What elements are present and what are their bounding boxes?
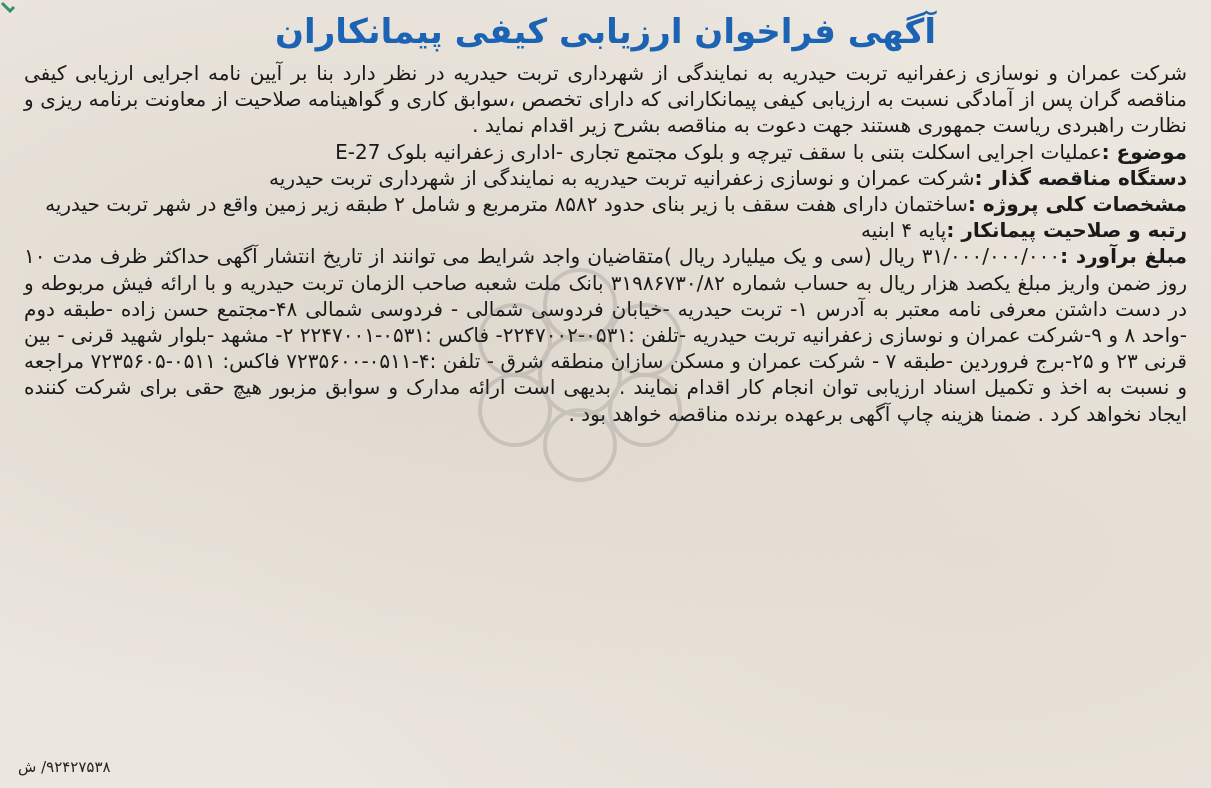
contractor-grade-label: رتبه و صلاحیت پیمانکار : [946, 218, 1187, 243]
project-specs-text: ساختمان دارای هفت سقف با زیر بنای حدود ۸۵۸۲ مترمربع و شامل ۲ طبقه زیر زمین واقع در شهر تربت حیدریه [45, 192, 968, 217]
corner-decoration [0, 0, 40, 14]
ad-title: آگهی فراخوان ارزیابی کیفی پیمانکاران [275, 12, 936, 52]
tender-body-text: شرکت عمران و نوسازی زعفرانیه تربت حیدریه به نمایندگی از شهرداری تربت حیدریه [269, 165, 975, 190]
intro-paragraph: شرکت عمران و نوسازی زعفرانیه تربت حیدریه به نمایندگی از شهرداری تربت حیدریه در نظر دارد بنا بر آیین نامه اجرایی ارزیابی کیفی مناقصه گران پس از آمادگی نسبت به ارزیابی کیفی پیمانکارانی که دارای تخصص ،سوابق کاری و گواهینامه صلاحیت از معاونت برنامه ریزی و نظارت راهبردی ریاست جمهوری هستند جهت دعوت به مناقصه بشرح زیر اقدام نماید . [24, 61, 1187, 138]
project-specs-label: مشخصات کلی پروژه : [967, 192, 1187, 217]
tender-body-label: دستگاه مناقصه گذار : [974, 165, 1187, 190]
project-specs-line [24, 191, 1187, 217]
subject-line [24, 139, 1187, 165]
ad-code: ۹۲۴۲۷۵۳۸/ ش [18, 758, 111, 776]
subject-text: عملیات اجرایی اسکلت بتنی با سقف تیرچه و بلوک مجتمع تجاری -اداری زعفرانیه بلوک E-27 [335, 139, 1102, 164]
contractor-grade-line [24, 217, 1187, 243]
ad-body [24, 60, 1187, 427]
tender-body-line [24, 165, 1187, 191]
estimate-label: مبلغ برآورد : [1060, 244, 1187, 269]
contractor-grade-text: پایه ۴ ابنیه [861, 218, 947, 243]
subject-label: موضوع : [1101, 139, 1187, 164]
estimate-paragraph [24, 243, 1187, 426]
estimate-text: ۳۱/۰۰۰/۰۰۰/۰۰۰ ریال (سی و یک میلیارد ریال )متقاضیان واجد شرایط می توانند از تاریخ انتشار آگهی حداکثر ظرف مدت ۱۰ روز ضمن واریز مبلغ یکصد هزار ریال به حساب شماره ۳۱۹۸۶۷۳۰/۸۲ بانک ملت شعبه صاحب الزمان تربت حیدریه و با ارائه فیش مربوطه و در دست داشتن معرفی نامه معتبر به آدرس ۱- تربت حیدریه -خیابان فردوسی شمالی - فردوسی شمالی ۴۸-مجتمع حسن زاده -طبقه دوم -واحد ۸ و ۹-شرکت عمران و نوسازی زعفرانیه تربت حیدریه -تلفن :۰۵۳۱-۲۲۴۷۰۰۲- فاکس :۰۵۳۱-۲۲۴۷۰۰۱ ۲- مشهد -بلوار شهید قرنی - بین قرنی ۲۳ و ۲۵-برج فروردین -طبقه ۷ - شرکت عمران و مسکن سازان منطقه شرق - تلفن :۴-۰۵۱۱-۷۲۳۵۶۰۰ فاکس: ۰۵۱۱-۷۲۳۵۶۰۵ مراجعه و نسبت به اخذ و تکمیل اسناد ارزیابی توان انجام کار اقدام نمایند . بدیهی است ارائه مدارک و سوابق مزبور هیچ حقی برای شرکت کننده ایجاد نخواهد کرد . ضمنا هزینه چاپ آگهی برعهده برنده مناقصه خواهد بود . [24, 244, 1188, 426]
